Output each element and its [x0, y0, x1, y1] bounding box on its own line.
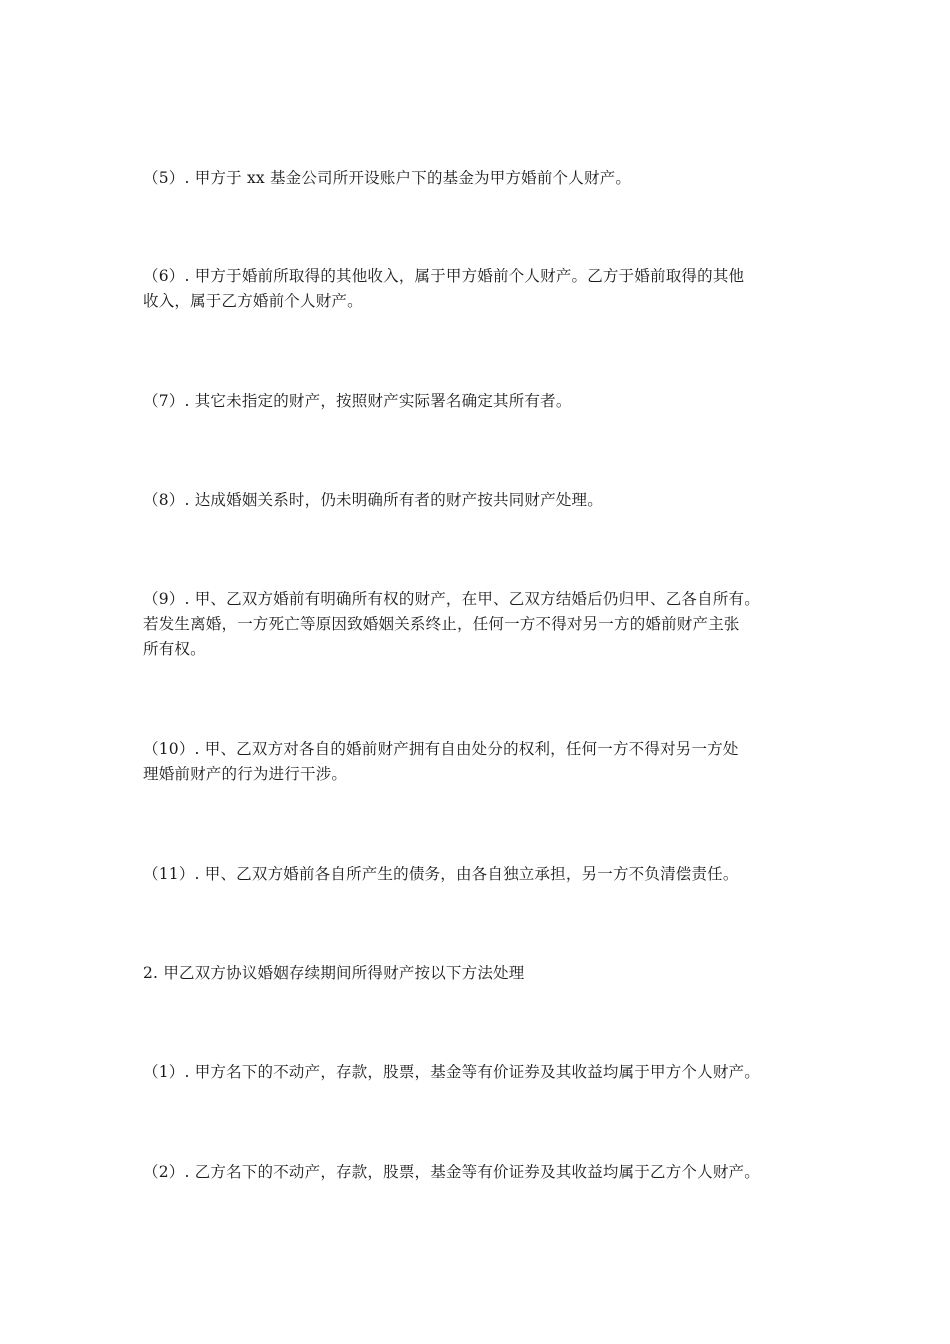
clause-11-paragraph	[143, 862, 813, 887]
text-line: （2）. 乙方名下的不动产，存款，股票，基金等有价证券及其收益均属于乙方个人财产。	[143, 1163, 760, 1181]
clause-6-paragraph	[143, 264, 813, 314]
text-line: （6）. 甲方于婚前所取得的其他收入，属于甲方婚前个人财产。乙方于婚前取得的其他	[143, 267, 745, 285]
section-2-heading	[143, 961, 813, 986]
text-line: （9）. 甲、乙双方婚前有明确所有权的财产，在甲、乙双方结婚后仍归甲、乙各自所有。	[143, 590, 760, 608]
clause-5-paragraph	[143, 166, 813, 191]
text-line: 收入，属于乙方婚前个人财产。	[143, 292, 363, 310]
subclause-1-paragraph	[143, 1060, 813, 1085]
text-line: 若发生离婚，一方死亡等原因致婚姻关系终止，任何一方不得对另一方的婚前财产主张	[143, 615, 740, 633]
clause-10-paragraph	[143, 737, 813, 787]
clause-9-paragraph	[143, 587, 813, 662]
clause-8-paragraph	[143, 488, 813, 513]
subclause-2-paragraph	[143, 1160, 813, 1185]
text-line: 所有权。	[143, 640, 206, 658]
text-line: （1）. 甲方名下的不动产，存款，股票，基金等有价证券及其收益均属于甲方个人财产。	[143, 1063, 760, 1081]
text-line: （7）. 其它未指定的财产，按照财产实际署名确定其所有者。	[143, 392, 572, 410]
text-line: （5）. 甲方于 xx 基金公司所开设账户下的基金为甲方婚前个人财产。	[143, 169, 632, 187]
clause-7-paragraph	[143, 389, 813, 414]
text-line: 理婚前财产的行为进行干涉。	[143, 765, 348, 783]
text-line: （11）. 甲、乙双方婚前各自所产生的债务，由各自独立承担，另一方不负清偿责任。	[143, 865, 739, 883]
text-line: （8）. 达成婚姻关系时，仍未明确所有者的财产按共同财产处理。	[143, 491, 603, 509]
text-line: 2. 甲乙双方协议婚姻存续期间所得财产按以下方法处理	[143, 964, 525, 982]
text-line: （10）. 甲、乙双方对各自的婚前财产拥有自由处分的权利，任何一方不得对另一方处	[143, 740, 739, 758]
